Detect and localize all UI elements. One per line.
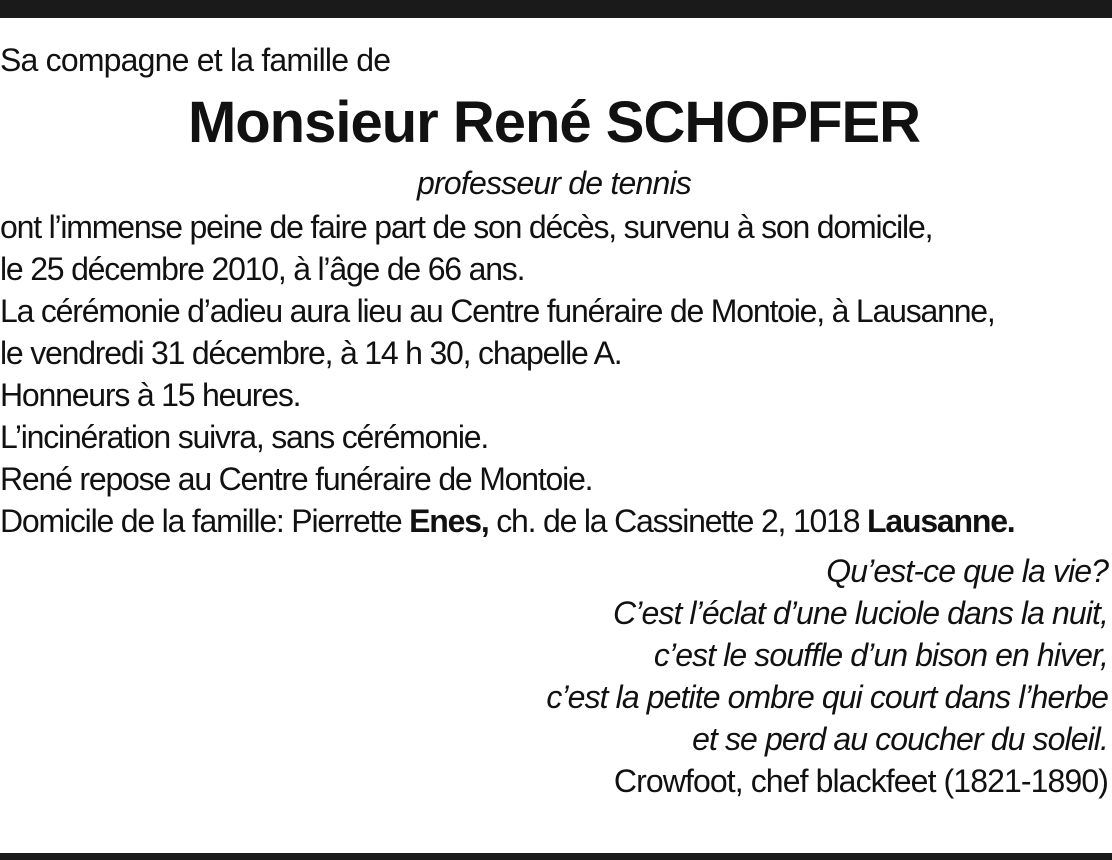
intro-text: Sa compagne et la famille de	[0, 42, 391, 78]
poem-line: Qu’est-ce que la vie?	[826, 553, 1108, 589]
top-rule	[0, 0, 1112, 18]
poem-line: C’est l’éclat d’une luciole dans la nuit,	[613, 595, 1108, 631]
poem-quote	[0, 550, 1108, 802]
announcement-line: L’incinération suivra, sans cérémonie.	[0, 419, 489, 455]
poem-author: Crowfoot, chef blackfeet (1821-1890)	[613, 763, 1108, 799]
family-address-line	[0, 500, 1108, 542]
announcement-line: le 25 décembre 2010, à l’âge de 66 ans.	[0, 251, 525, 287]
announcement-line: ont l’immense peine de faire part de son décès, survenu à son domicile,	[0, 209, 933, 245]
announcement-line: La cérémonie d’adieu aura lieu au Centre funéraire de Montoie, à Lausanne,	[0, 293, 995, 329]
deceased-name: Monsieur René SCHOPFER	[187, 90, 921, 155]
announcement-body	[0, 206, 1108, 542]
announcement-line: Honneurs à 15 heures.	[0, 377, 301, 413]
address-street: ch. de la Cassinette 2, 1018	[488, 503, 868, 539]
announcement-line: René repose au Centre funéraire de Montoie.	[0, 461, 593, 497]
poem-line: c’est le souffle d’un bison en hiver,	[653, 637, 1108, 673]
address-prefix: Domicile de la famille: Pierrette	[0, 503, 410, 539]
announcement-line: le vendredi 31 décembre, à 14 h 30, chapelle A.	[0, 335, 622, 371]
poem-line: et se perd au coucher du soleil.	[692, 721, 1108, 757]
family-name: Enes,	[409, 503, 489, 539]
obituary-notice	[0, 36, 1108, 802]
profession-text: professeur de tennis	[417, 165, 691, 201]
poem-line: c’est la petite ombre qui court dans l’herbe	[546, 679, 1108, 715]
address-city: Lausanne.	[867, 503, 1015, 539]
bottom-rule	[0, 853, 1112, 860]
